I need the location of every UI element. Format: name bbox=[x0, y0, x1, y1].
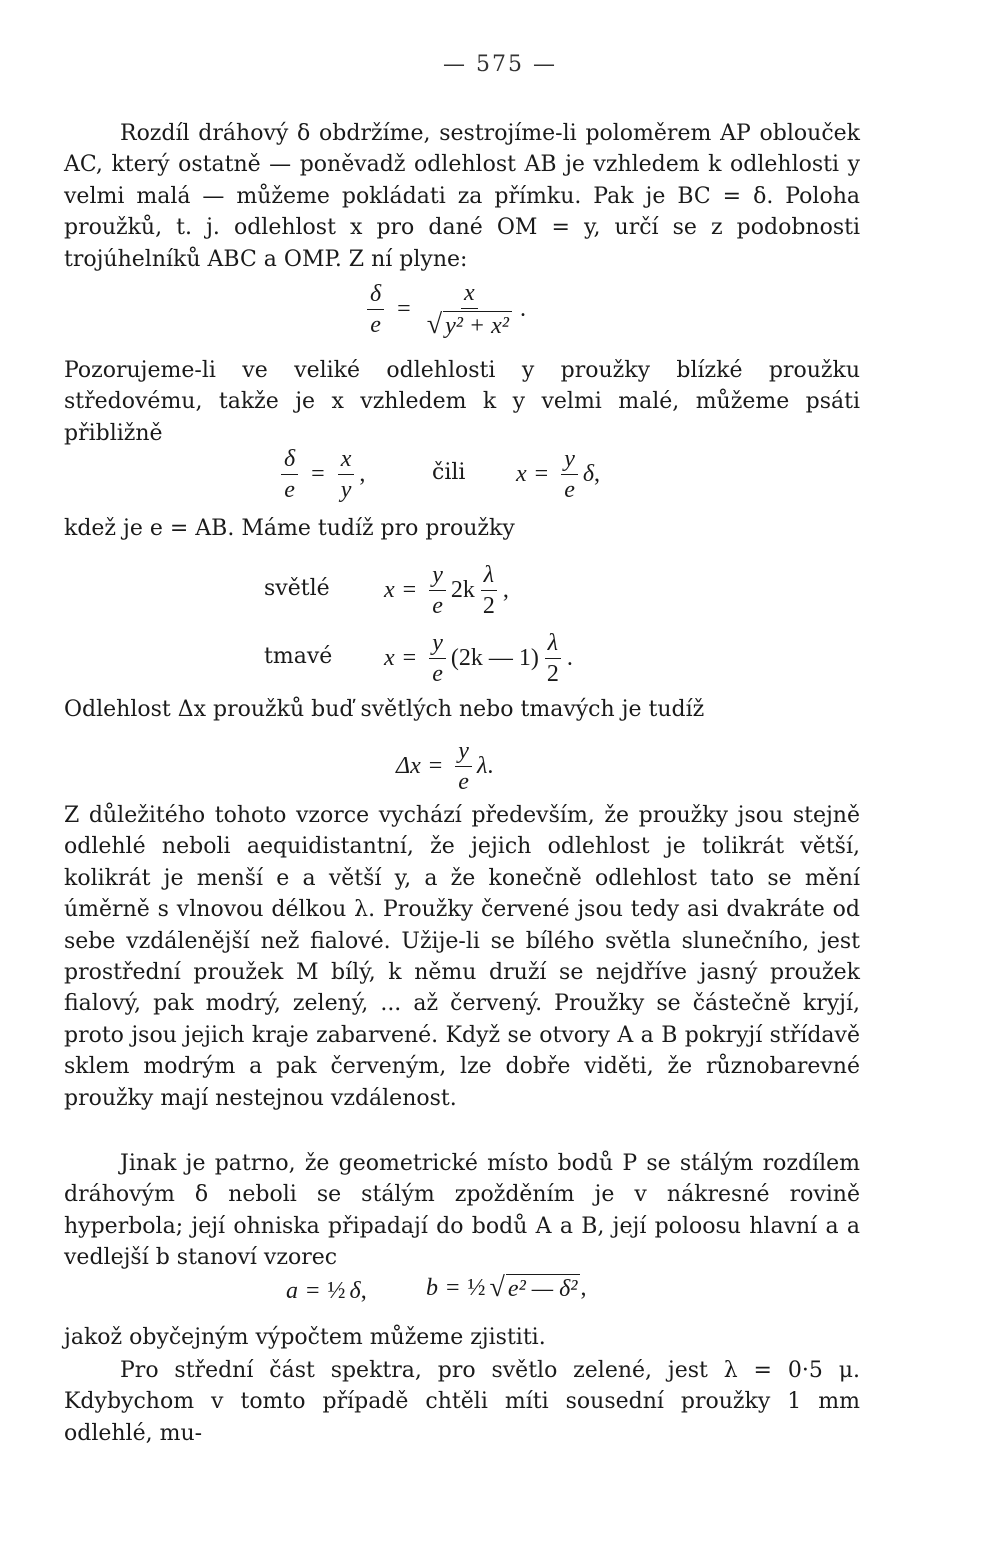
square-root: √ y² + x² bbox=[427, 311, 512, 339]
paragraph-7: jakož obyčejným výpočtem můžeme zjistiti. bbox=[64, 1325, 546, 1350]
fraction-x-over-root: x √ y² + x² bbox=[424, 280, 515, 340]
equation-1: $\frac{\delta}{e}$ = x √ y² + x² . bbox=[0, 280, 1000, 350]
paragraph-8: Pro střední část spektra, pro světlo zelené, jest λ = 0·5 μ. Kdybychom v tomto případě chtěli míti sousední proužky 1 mm odlehlé, mu- bbox=[64, 1358, 860, 1446]
paragraph-2: Pozorujeme-li ve veliké odlehlosti y proužky blízké proužku středovému, takže je x vzhledem k y velmi malé, můžeme psáti přibližně bbox=[64, 358, 860, 446]
paragraph-5: Z důležitého tohoto vzorce vychází především, že proužky jsou stejně odlehlé neboli aequidistantní, že jejich odlehlost je tolikrát větší, kolikrát je menší e a větší y, a že konečně odlehlost tato se mění úměrně s vlnovou délkou λ. Proužky červené jsou tedy asi dvakráte od sebe vzdálenější než fialové. Užije-li se bílého světla slunečního, jest prostřední proužek M bílý, k němu druží se nejdříve jasný proužek fialový, pak modrý, zelený, ... až červený. Proužky se částečně kryjí, proto jsou jejich kraje zabarvené. Když se otvory A a B pokryjí střídavě sklem modrým a pak červeným, lze dobře viděti, že různobarevné proužky mají nestejnou vzdálenost. bbox=[64, 803, 860, 1111]
label-dark: tmavé bbox=[264, 644, 333, 669]
equation-hyperbola: a = ½ δ , b = ½ √ e² — δ² , bbox=[286, 1272, 587, 1304]
equation-light-fringes: světlé x = $\frac{y}{e}$ 2k $\frac{\lambda}{2}$ , bbox=[264, 562, 509, 620]
word-cili: čili bbox=[432, 460, 466, 485]
label-light: světlé bbox=[264, 576, 330, 601]
paragraph-1: Rozdíl dráhový δ obdržíme, sestrojíme-li poloměrem AP oblouček AC, který ostatně — poněvadž odlehlost AB je vzhledem k odlehlosti y velmi malá — můžeme pokládati za přímku. Pak je BC = δ. Poloha proužků, t. j. odlehlost x pro dané OM = y, určí se z podobnosti trojúhelníků ABC a OMP. Z ní plyne: bbox=[64, 121, 860, 272]
equation-spacing: Δx = $\frac{y}{e}$ λ . bbox=[396, 738, 494, 796]
square-root: √ e² — δ² bbox=[490, 1274, 581, 1303]
equation-2: $\frac{\delta}{e}$ = $\frac{x}{y}$ , čili x = $\frac{y}{e}$ δ , bbox=[0, 446, 1000, 512]
paragraph-3: kdež je e = AB. Máme tudíž pro proužky bbox=[64, 516, 515, 541]
paragraph-4: Odlehlost Δx proužků buď světlých nebo tmavých je tudíž bbox=[64, 697, 705, 722]
page-number: — 575 — bbox=[443, 52, 557, 77]
paragraph-6: Jinak je patrno, že geometrické místo bodů P se stálým rozdílem dráhovým δ neboli se stálým zpožděním je v nákresné rovině hyperbola; její ohniska připadají do bodů A a B, její poloosu hlavní a a vedlejší b stanoví vzorec bbox=[64, 1151, 860, 1271]
fraction-delta-over-e: $\frac{\delta}{e}$ bbox=[367, 281, 384, 339]
equation-dark-fringes: tmavé x = $\frac{y}{e}$ (2k — 1) $\frac{\lambda}{2}$ . bbox=[264, 630, 573, 688]
